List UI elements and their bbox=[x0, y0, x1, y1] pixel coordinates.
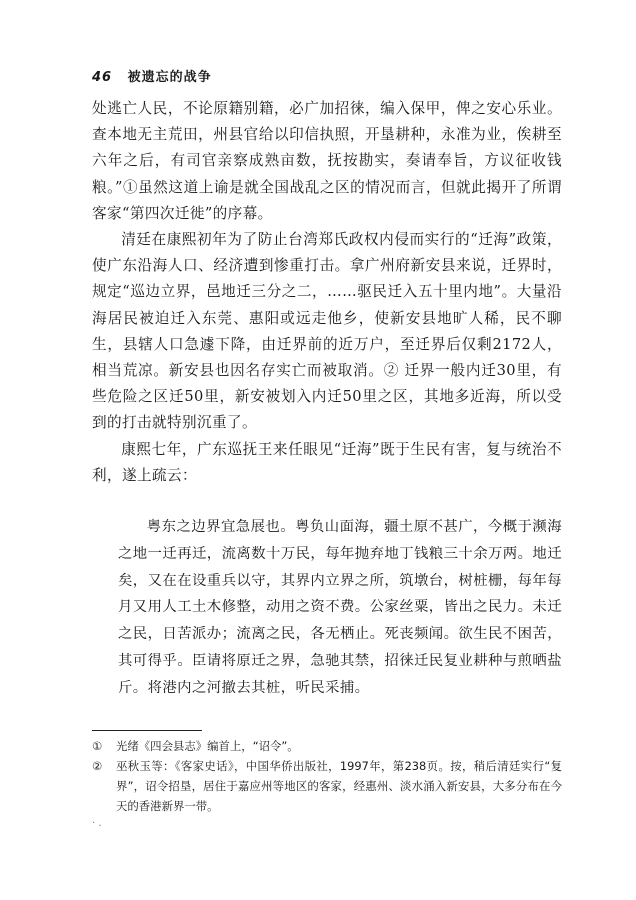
paragraph-1: 处逃亡人民，不论原籍别籍，必广加招徕，编入保甲，俾之安心乐业。查本地无主荒田，州县官给以印信执照，开垦耕种，永准为业，俟耕至六年之后，有司官亲察成熟亩数，抚按勘实，奏请奉旨，方议征收钱粮。”①虽然这道上谕是就全国战乱之区的情况而言，但就此揭开了所谓客家“第四次迁徙”的序幕。 bbox=[92, 100, 562, 222]
footnote-mark: ② bbox=[92, 759, 103, 773]
main-text bbox=[92, 96, 562, 489]
footnote-divider bbox=[92, 730, 202, 731]
footnote-1 bbox=[92, 736, 562, 756]
scan-specks: · . bbox=[92, 818, 102, 829]
paragraph-3: 康熙七年，广东巡抚王来任眼见“迁海”既于生民有害，复与统治不利，遂上疏云： bbox=[92, 440, 562, 484]
footnote-text: 光绪《四会县志》编首上，“诏令”。 bbox=[116, 739, 299, 753]
paragraph-2: 清廷在康熙初年为了防止台湾郑氏政权内侵而实行的“迁海”政策，使广东沿海人口、经济遭到惨重打击。拿广州府新安县来说，迁界时，规定“巡边立界，邑地迁三分之二，……驱民迁入五十里内地”。大量沿海居民被迫迁入东莞、惠阳或远走他乡，使新安县地旷人稀，民不聊生，县辖人口急遽下降，由迁界前的近万户，至迁界后仅剩2172人，相当荒凉。新安县也因名存实亡而被取消。② 迁界一般内迁30里，有些危险之区迁50里，新安被划入内迁50里之区，其地多近海，所以受到的打击就特别沉重了。 bbox=[92, 231, 562, 432]
running-header bbox=[92, 66, 212, 85]
footnote-2 bbox=[92, 756, 562, 816]
page-number: 46 bbox=[92, 70, 113, 85]
block-quote bbox=[118, 514, 562, 702]
footnotes bbox=[92, 736, 562, 816]
footnote-mark: ① bbox=[92, 739, 103, 753]
quote-text: 粤东之边界宜急展也。粤负山面海，疆土原不甚广，今概于濒海之地一迁再迁，流离数十万民，每年抛弃地丁钱粮三十余万两。地迁矣，又在在设重兵以守，其界内立界之所，筑墩台，树桩栅，每年每月又用人工土木修整，动用之资不费。公家丝粟，皆出之民力。未迁之民，日苦派办；流离之民，各无栖止。死丧频闻。欲生民不困苦，其可得乎。臣请将原迁之界，急驰其禁，招徕迁民复业耕种与煎晒盐斤。将港内之河撤去其桩，听民采捕。 bbox=[118, 519, 562, 696]
footnote-text: 巫秋玉等：《客家史话》，中国华侨出版社，1997年，第238页。按，稍后清廷实行“复界”，诏令招垦，居住于嘉应州等地区的客家，经惠州、淡水涌入新安县，大多分布在今天的香港新界一带。 bbox=[116, 759, 562, 813]
book-title: 被遗忘的战争 bbox=[127, 70, 212, 85]
